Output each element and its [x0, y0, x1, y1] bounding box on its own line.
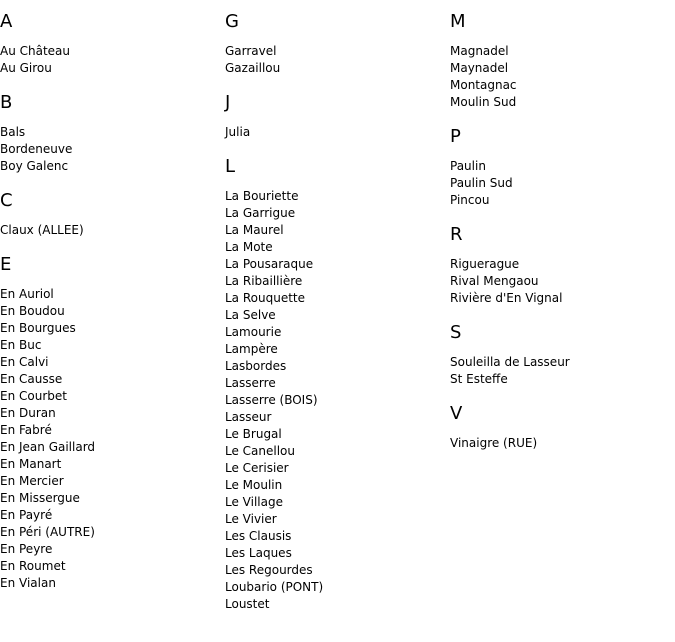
place-item-claux-allee: Claux (ALLEE) [0, 223, 84, 237]
place-item-le-canellou: Le Canellou [225, 444, 296, 458]
letter-heading: P [450, 126, 461, 147]
place-item-riviere-d-en-vignal: Rivière d'En Vignal [450, 291, 563, 305]
letter-group-e [0, 253, 220, 592]
place-item-gazaillou: Gazaillou [225, 61, 281, 75]
place-item-au-girou: Au Girou [0, 61, 52, 75]
place-item-en-jean-gaillard: En Jean Gaillard [0, 440, 96, 454]
place-item-la-garrigue: La Garrigue [225, 206, 296, 220]
place-item-la-ribailliere: La Ribaillière [225, 274, 303, 288]
place-item-la-bouriette: La Bouriette [225, 189, 299, 203]
letter-heading: M [450, 11, 466, 32]
place-item-la-rouquette: La Rouquette [225, 291, 305, 305]
place-item-lasserre-bois: Lasserre (BOIS) [225, 393, 318, 407]
place-item-pincou: Pincou [450, 193, 490, 207]
letter-heading: V [450, 403, 463, 424]
place-list [450, 43, 670, 111]
place-item-lamourie: Lamourie [225, 325, 282, 339]
place-list [0, 222, 220, 239]
place-item-lampere: Lampère [225, 342, 278, 356]
place-list [225, 188, 445, 613]
place-item-la-selve: La Selve [225, 308, 276, 322]
place-item-en-bourgues: En Bourgues [0, 321, 76, 335]
place-item-en-boudou: En Boudou [0, 304, 65, 318]
place-item-la-mote: La Mote [225, 240, 273, 254]
letter-heading: R [450, 224, 463, 245]
place-item-les-clausis: Les Clausis [225, 529, 292, 543]
place-item-loubario-pont: Loubario (PONT) [225, 580, 324, 594]
place-list [0, 43, 220, 77]
letter-heading: J [225, 92, 231, 113]
place-item-bals: Bals [0, 125, 26, 139]
place-item-en-payre: En Payré [0, 508, 53, 522]
place-item-st-esteffe: St Esteffe [450, 372, 508, 386]
place-item-bordeneuve: Bordeneuve [0, 142, 73, 156]
place-list [450, 354, 670, 388]
place-item-riguerague: Riguerague [450, 257, 520, 271]
place-item-le-brugal: Le Brugal [225, 427, 282, 441]
place-item-magnadel: Magnadel [450, 44, 509, 58]
letter-heading: B [0, 92, 13, 113]
letter-group-p [450, 125, 670, 209]
place-item-maynadel: Maynadel [450, 61, 509, 75]
place-item-en-buc: En Buc [0, 338, 42, 352]
place-item-le-cerisier: Le Cerisier [225, 461, 289, 475]
place-item-les-laques: Les Laques [225, 546, 292, 560]
place-item-en-duran: En Duran [0, 406, 56, 420]
letter-group-c [0, 189, 220, 239]
place-item-lasseur: Lasseur [225, 410, 272, 424]
place-item-paulin: Paulin [450, 159, 486, 173]
letter-heading: S [450, 322, 462, 343]
place-list [225, 124, 445, 141]
index-column-2 [225, 10, 445, 627]
letter-group-g [225, 10, 445, 77]
place-item-souleilla-de-lasseur: Souleilla de Lasseur [450, 355, 570, 369]
letter-group-r [450, 223, 670, 307]
place-list [0, 286, 220, 592]
index-column-1 [0, 10, 220, 606]
place-item-garravel: Garravel [225, 44, 277, 58]
letter-group-m [450, 10, 670, 111]
place-item-moulin-sud: Moulin Sud [450, 95, 517, 109]
place-list [450, 435, 670, 452]
place-list [0, 124, 220, 175]
letter-heading: L [225, 156, 236, 177]
letter-heading: E [0, 254, 12, 275]
place-item-la-maurel: La Maurel [225, 223, 284, 237]
place-item-au-chateau: Au Château [0, 44, 71, 58]
place-item-en-vialan: En Vialan [0, 576, 56, 590]
place-list [225, 43, 445, 77]
place-item-en-auriol: En Auriol [0, 287, 54, 301]
letter-heading: G [225, 11, 239, 32]
place-item-en-mercier: En Mercier [0, 474, 64, 488]
place-item-en-missergue: En Missergue [0, 491, 80, 505]
place-item-le-village: Le Village [225, 495, 283, 509]
place-item-julia: Julia [225, 125, 251, 139]
letter-group-v [450, 402, 670, 452]
letter-heading: A [0, 11, 13, 32]
letter-group-j [225, 91, 445, 141]
letter-group-s [450, 321, 670, 388]
index-column-3 [450, 10, 670, 466]
letter-group-a [0, 10, 220, 77]
place-item-boy-galenc: Boy Galenc [0, 159, 69, 173]
place-item-la-pousaraque: La Pousaraque [225, 257, 314, 271]
place-item-en-peri-autre: En Péri (AUTRE) [0, 525, 95, 539]
place-item-montagnac: Montagnac [450, 78, 517, 92]
place-item-en-fabre: En Fabré [0, 423, 52, 437]
place-item-en-calvi: En Calvi [0, 355, 49, 369]
place-item-lasbordes: Lasbordes [225, 359, 287, 373]
place-item-en-courbet: En Courbet [0, 389, 67, 403]
letter-heading: C [0, 190, 13, 211]
place-item-le-vivier: Le Vivier [225, 512, 277, 526]
place-item-vinaigre-rue: Vinaigre (RUE) [450, 436, 538, 450]
place-item-en-manart: En Manart [0, 457, 62, 471]
letter-group-l [225, 155, 445, 613]
place-item-loustet: Loustet [225, 597, 270, 611]
place-item-les-regourdes: Les Regourdes [225, 563, 313, 577]
place-item-paulin-sud: Paulin Sud [450, 176, 513, 190]
place-list [450, 256, 670, 307]
place-item-rival-mengaou: Rival Mengaou [450, 274, 539, 288]
place-list [450, 158, 670, 209]
place-item-en-peyre: En Peyre [0, 542, 53, 556]
place-item-en-causse: En Causse [0, 372, 63, 386]
letter-group-b [0, 91, 220, 175]
place-item-le-moulin: Le Moulin [225, 478, 283, 492]
place-item-lasserre: Lasserre [225, 376, 276, 390]
place-item-en-roumet: En Roumet [0, 559, 66, 573]
